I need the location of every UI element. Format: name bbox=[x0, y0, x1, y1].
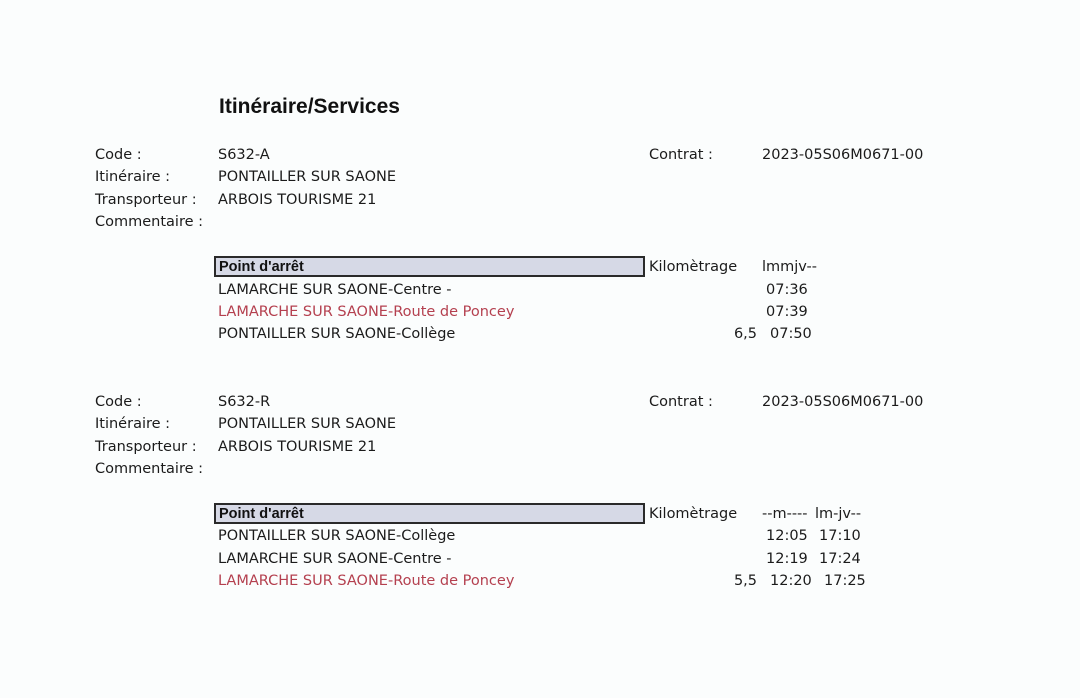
table-row-time: 17:25 bbox=[824, 573, 866, 589]
contrat-value: 2023-05S06M0671-00 bbox=[762, 147, 924, 163]
table-row-time: 12:05 bbox=[766, 528, 808, 544]
table-row-km: 5,5 bbox=[733, 573, 757, 589]
table-row-time: 17:24 bbox=[819, 551, 861, 567]
table-row-time: 07:39 bbox=[766, 304, 808, 320]
commentaire-label: Commentaire : bbox=[95, 461, 204, 477]
code-value: S632-A bbox=[218, 147, 270, 163]
table-header-km: Kilomètrage bbox=[649, 506, 738, 522]
header-point-label: Point d'arrêt bbox=[219, 506, 304, 522]
contrat-label: Contrat : bbox=[649, 394, 713, 410]
table-header-point bbox=[214, 256, 645, 277]
table-header-days: --m---- bbox=[762, 506, 808, 522]
itineraire-value: PONTAILLER SUR SAONE bbox=[218, 416, 396, 432]
itineraire-value: PONTAILLER SUR SAONE bbox=[218, 169, 396, 185]
code-label: Code : bbox=[95, 147, 142, 163]
table-row-time: 12:19 bbox=[766, 551, 808, 567]
table-row-stop: PONTAILLER SUR SAONE-Collège bbox=[218, 326, 456, 342]
table-row-stop: LAMARCHE SUR SAONE-Route de Poncey bbox=[218, 304, 515, 320]
transporteur-label: Transporteur : bbox=[95, 192, 197, 208]
code-value: S632-R bbox=[218, 394, 271, 410]
itineraire-label: Itinéraire : bbox=[95, 169, 171, 185]
code-label: Code : bbox=[95, 394, 142, 410]
contrat-label: Contrat : bbox=[649, 147, 713, 163]
transporteur-label: Transporteur : bbox=[95, 439, 197, 455]
table-row-stop: PONTAILLER SUR SAONE-Collège bbox=[218, 528, 456, 544]
table-row-km: 6,5 bbox=[733, 326, 757, 342]
table-header-days: lmmjv-- bbox=[762, 259, 817, 275]
table-row-stop: LAMARCHE SUR SAONE-Centre - bbox=[218, 551, 452, 567]
table-row-stop: LAMARCHE SUR SAONE-Centre - bbox=[218, 282, 452, 298]
commentaire-label: Commentaire : bbox=[95, 214, 204, 230]
table-row-stop: LAMARCHE SUR SAONE-Route de Poncey bbox=[218, 573, 515, 589]
table-row-time: 07:36 bbox=[766, 282, 808, 298]
table-header-days: lm-jv-- bbox=[815, 506, 862, 522]
transporteur-value: ARBOIS TOURISME 21 bbox=[218, 192, 377, 208]
table-row-time: 12:20 bbox=[770, 573, 812, 589]
table-header-km: Kilomètrage bbox=[649, 259, 738, 275]
header-point-label: Point d'arrêt bbox=[219, 259, 304, 275]
contrat-value: 2023-05S06M0671-00 bbox=[762, 394, 924, 410]
table-row-time: 17:10 bbox=[819, 528, 861, 544]
itineraire-label: Itinéraire : bbox=[95, 416, 171, 432]
transporteur-value: ARBOIS TOURISME 21 bbox=[218, 439, 377, 455]
table-row-time: 07:50 bbox=[770, 326, 812, 342]
table-header-point bbox=[214, 503, 645, 524]
page-title: Itinéraire/Services bbox=[219, 95, 400, 118]
